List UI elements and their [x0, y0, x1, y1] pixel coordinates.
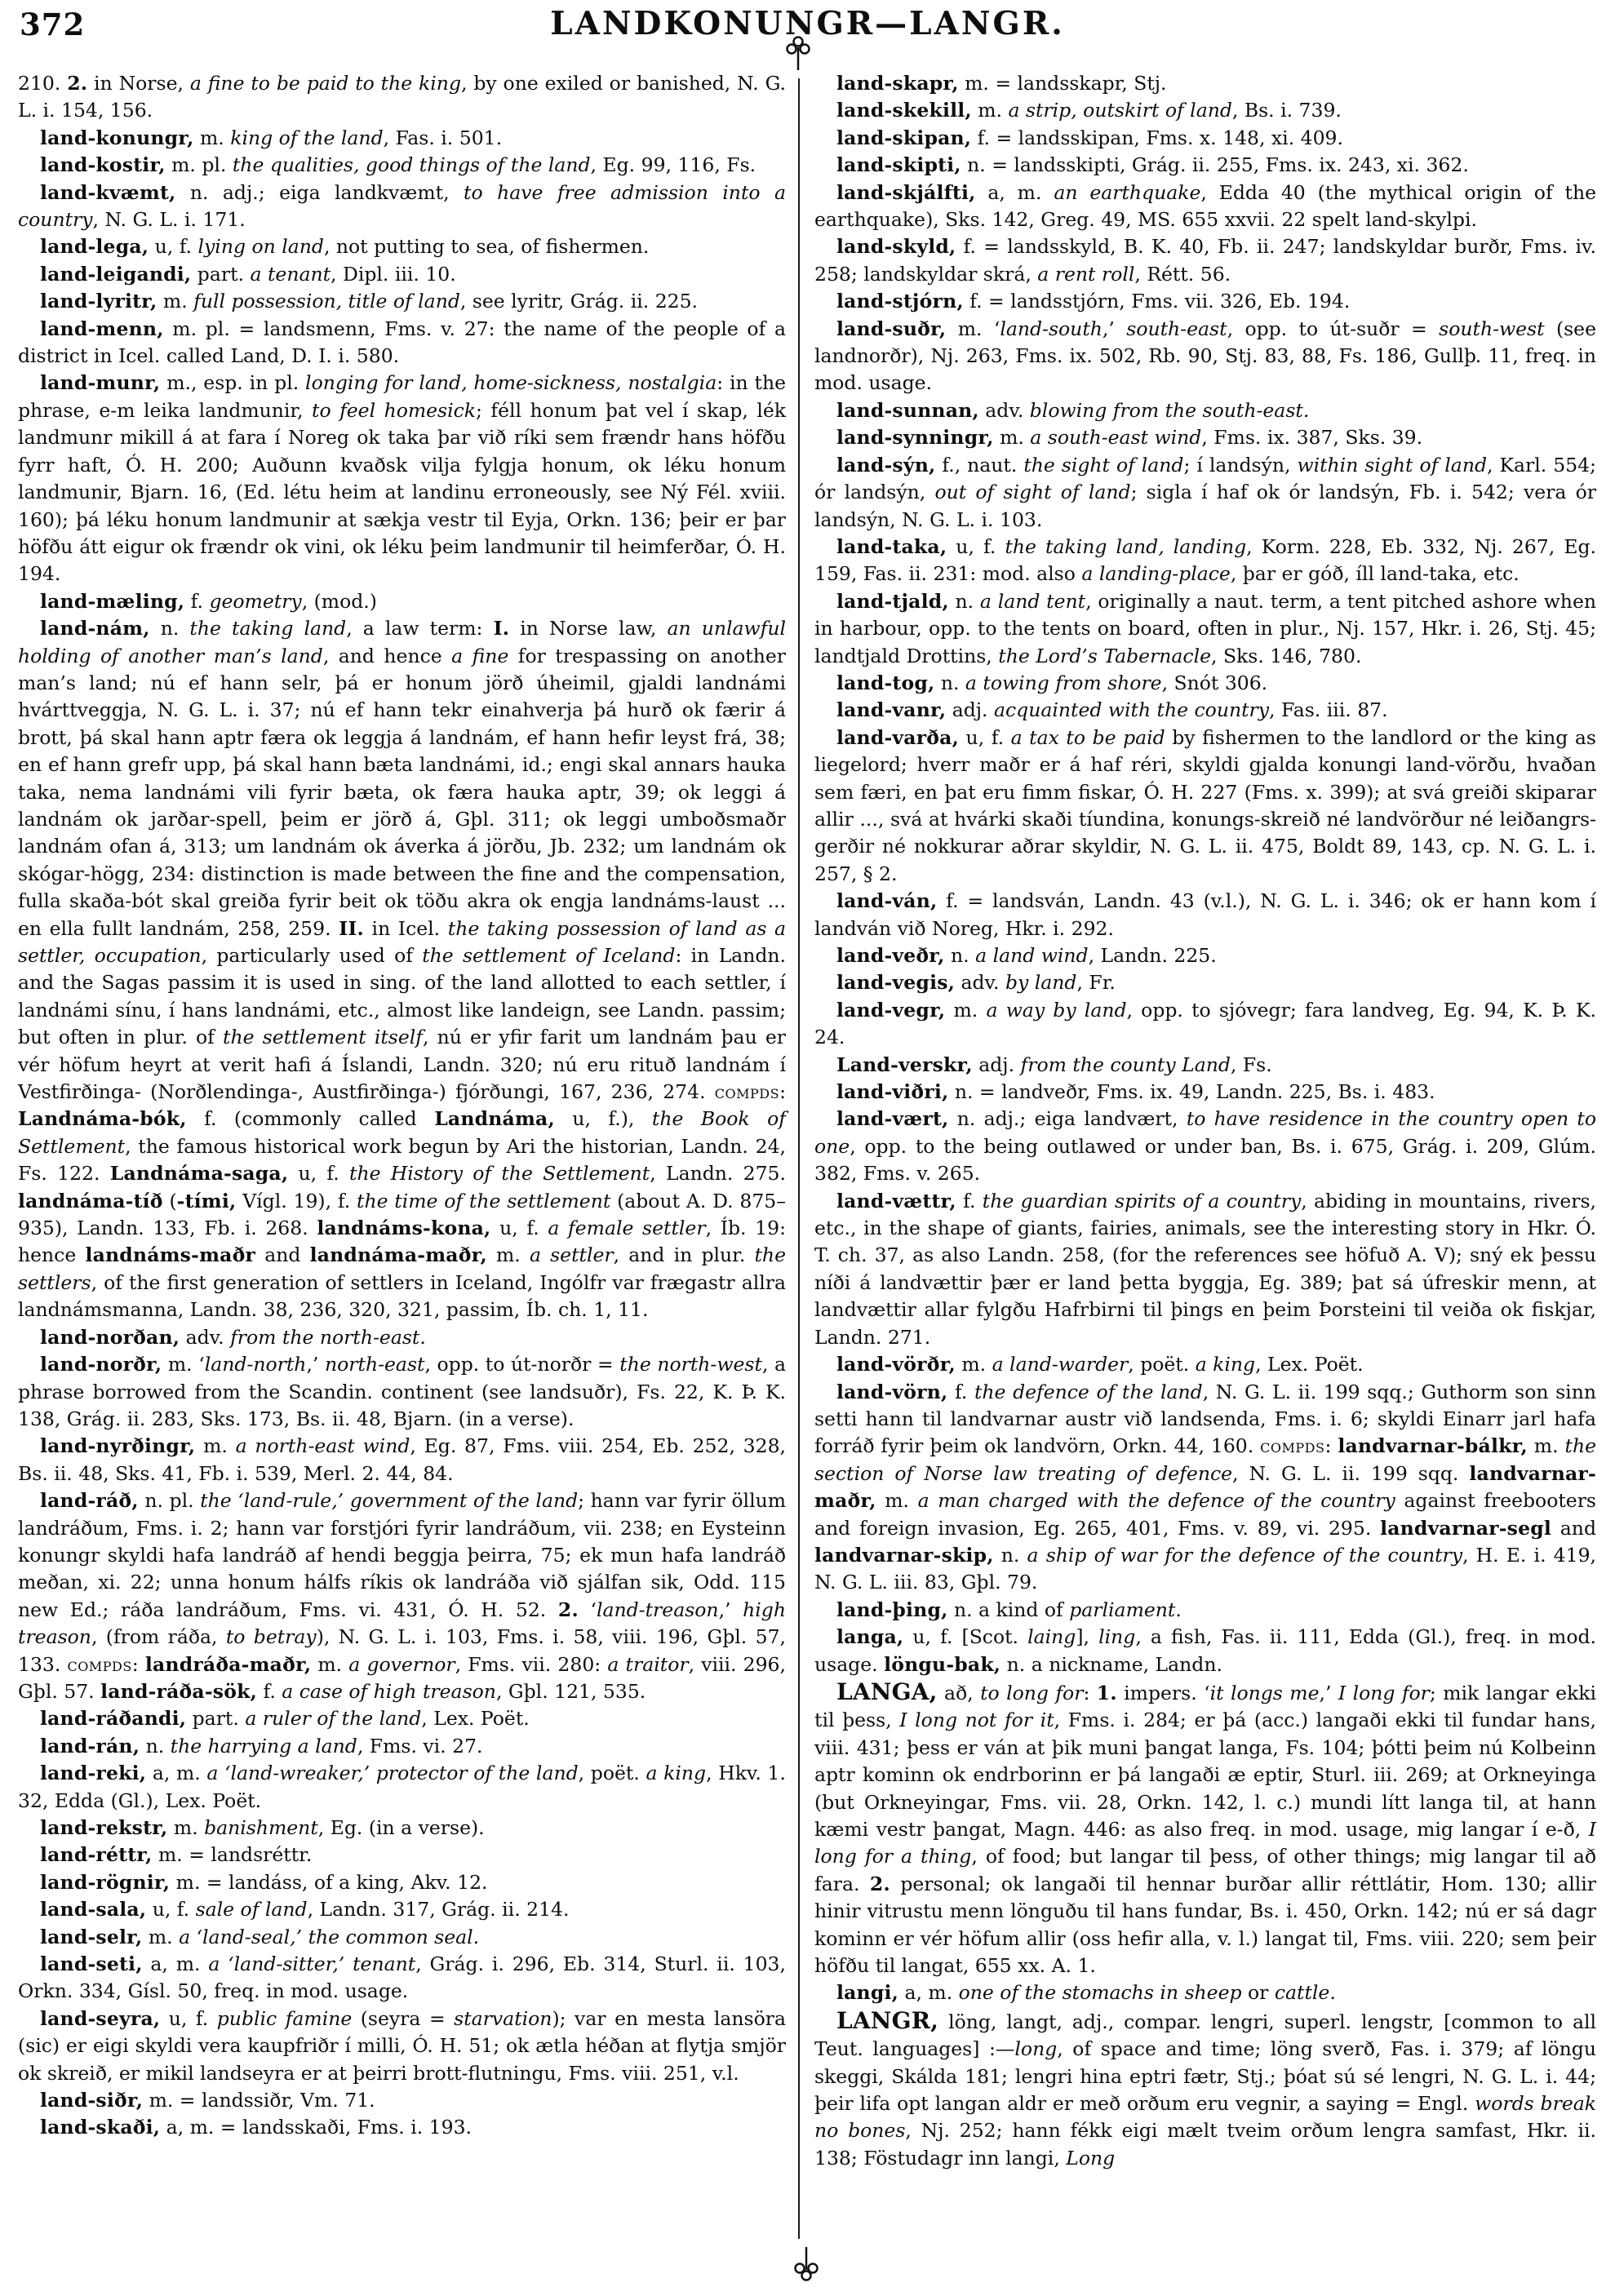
dictionary-entry: land-taka, u, f. the taking land, landing, Korm. 228, Eb. 332, Nj. 267, Eg. 159, Fas. ii. 231: mod. also a landing-place, þar er góð, íll land-taka, etc.: [814, 534, 1596, 586]
dictionary-entry: land-leigandi, part. a tenant, Dipl. iii. 10.: [40, 262, 456, 286]
dictionary-entry: land-vanr, adj. acquainted with the country, Fas. iii. 87.: [836, 698, 1388, 722]
dictionary-entry: land-kvæmt, n. adj.; eiga landkvæmt, to have free admission into a country, N. G. L. i. 171.: [18, 180, 787, 232]
dictionary-entry: land-lega, u, f. lying on land, not putting to sea, of fishermen.: [40, 235, 650, 259]
dictionary-entry: land-mæling, f. geometry, (mod.): [40, 589, 377, 613]
dictionary-entry: Land-verskr, adj. from the county Land, Fs.: [836, 1053, 1272, 1076]
dictionary-entry: land-vegr, m. a way by land, opp. to sjóvegr; fara landveg, Eg. 94, K. Þ. K. 24.: [814, 998, 1597, 1049]
dictionary-entry: land-varða, u, f. a tax to be paid by fishermen to the landlord or the king as liegelord; hverr maðr er á haf réri, skyldi gjalda konungi land-vörðu, hvaðan sem færi, en þat eru fimm fiskar, Ó. H. 227 (Fms. x. 399); at svá greiði skiparar allir ..., svá at hvárki skaði tíundina, konungs-skreið né landvörður né leiðangrs-gerðir né nokkurar aðrar skyldir, N. G. L. ii. 475, Boldt 89, 143, cp. N. G. L. i. 257, § 2.: [814, 725, 1596, 885]
dictionary-entry: land-skyld, f. = landsskyld, B. K. 40, Fb. ii. 247; landskyldar burðr, Fms. iv. 258; landskyldar skrá, a rent roll, Rétt. 56.: [814, 235, 1596, 286]
dictionary-entry: land-norðan, adv. from the north-east.: [40, 1325, 426, 1349]
trefoil-printer-mark-icon: [790, 2245, 823, 2281]
dictionary-entry: land-norðr, m. ‘land-north,’ north-east, opp. to út-norðr = the north-west, a phrase borrowed from the Scandin. continent (see landsuðr), Fs. 22, K. Þ. K. 138, Grág. ii. 283, Sks. 173, Bs. ii. 48, Bjarn. (in a verse).: [18, 1353, 786, 1430]
dictionary-entry: land-viðri, n. = landveðr, Fms. ix. 49, Landn. 225, Bs. i. 483.: [836, 1080, 1435, 1104]
trefoil-printer-mark-icon: [782, 36, 814, 72]
dictionary-entry: land-lyritr, m. full possession, title of land, see lyritr, Grág. ii. 225.: [40, 290, 699, 313]
dictionary-entry: land-ván, f. = landsván, Landn. 43 (v.l.), N. G. L. i. 346; ok er hann kom í landván við Noreg, Hkr. i. 292.: [814, 889, 1596, 940]
dictionary-entry: land-vært, n. adj.; eiga landvært, to have residence in the country open to one, opp. to the being outlawed or under ban, Bs. i. 675, Grág. i. 209, Glúm. 382, Fms. v. 265.: [814, 1107, 1596, 1186]
dictionary-entry: land-skipti, n. = landsskipti, Grág. ii. 255, Fms. ix. 243, xi. 362.: [836, 153, 1469, 177]
dictionary-entry: land-skjálfti, a, m. an earthquake, Edda 40 (the mythical origin of the earthquake), Sks. 142, Greg. 49, MS. 655 xxvii. 22 spelt land-skylpi.: [814, 180, 1596, 232]
dictionary-entry: land-synningr, m. a south-east wind, Fms. ix. 387, Sks. 39.: [836, 426, 1423, 450]
dictionary-entry: land-skekill, m. a strip, outskirt of land, Bs. i. 739.: [836, 99, 1342, 122]
dictionary-entry: land-selr, m. a ‘land-seal,’ the common seal.: [40, 1925, 480, 1948]
dictionary-entry: land-skaði, a, m. = landsskaði, Fms. i. 193.: [40, 2116, 473, 2139]
dictionary-entry: land-ráð, n. pl. the ‘land-rule,’ government of the land; hann var fyrir öllum landráðum, Fms. i. 2; hann var forstjóri fyrir landráðum, vii. 238; en Eysteinn konungr skyldi hafa landráð af hendi beggja þeirra, 75; ek mun hafa landráð meðan, xi. 22; unna honum hálfs ríkis ok landráða við sjálfan sik, Odd. 115 new Ed.; ráða landráðum, Fms. vi. 431, Ó. H. 52. 2. ‘land-treason,’ high treason, (from ráða, to betray), N. G. L. i. 103, Fms. i. 58, viii. 196, Gþl. 57, 133. compds: landráða-maðr, m. a governor, Fms. vii. 280: a traitor, viii. 296, Gþl. 57. land-ráða-sök, f. a case of high treason, Gþl. 121, 535.: [18, 1489, 787, 1703]
dictionary-entry: land-reki, a, m. a ‘land-wreaker,’ protector of the land, poët. a king, Hkv. 1. 32, Edda (Gl.), Lex. Poët.: [18, 1762, 786, 1812]
running-title: LANDKONUNGR—LANGR.: [550, 5, 1065, 42]
dictionary-entry: land-þing, n. a kind of parliament.: [836, 1598, 1182, 1621]
dictionary-entry: land-rán, n. the harrying a land, Fms. vi. 27.: [40, 1734, 483, 1757]
dictionary-entry: land-siðr, m. = landssiðr, Vm. 71.: [40, 2089, 375, 2112]
dictionary-entry: land-rekstr, m. banishment, Eg. (in a verse).: [40, 1816, 485, 1839]
dictionary-entry: land-suðr, m. ‘land-south,’ south-east, opp. to út-suðr = south-west (see landnorðr), Nj. 263, Fms. ix. 502, Rb. 90, Stj. 83, 88, Fs. 186, Gullþ. 11, freq. in mod. usage.: [814, 317, 1596, 395]
dictionary-entry: land-nám, n. the taking land, a law term: I. in Norse law, an unlawful holding of another man’s land, and hence a fine for trespassing on another man’s land; nú ef hann selr, þá er honum jörð úheimil, gjaldi landnámi hvárttveggja, N. G. L. i. 37; nú ef hann tekr einahverja þá hurð ok færir á brott, þá skal hann aptr færa ok leggja á landnám, ef hann hefir leyst frá, 38; en ef hann grefr upp, þá skal hann bæta landnámi, id.; engi skal annars hauka taka, nema landnámi vili fyrir bæta, ok færa hauka aptr, 39; ok leggi á landnám ok jarðar-spell, þeim er jörð á, Gþl. 311; ok leggi umboðsmaðr landnám ofan á, 313; um landnám ok áverka á jörðu, Jb. 232; um landnám ok skógar-högg, 234: distinction is made between the fine and the compensation, fulla skaða-bót skal greiða fyrir beit ok töðu akra ok engja landnáms-laust ... en ella fullt landnám, 258, 259. II. in Icel. the taking possession of land as a settler, occupation, particularly used of the settlement of Iceland: in Landn. and the Sagas passim it is used in sing. of the land allotted to each settler, í landnámi sínu, í hans landnámi, etc., almost like landeign, see Landn. passim; but often in plur. of the settlement itself, nú er yfir farit um landnám þau er vér höfum heyrt at verit hafi á Íslandi, Landn. 320; nú eru rituð landnám í Vestfirðinga- (Norðlendinga-, Austfirðinga-) fjórðungi, 167, 236, 274. compds: Landnáma-bók, f. (commonly called Landnáma, u, f.), the Book of Settlement, the famous historical work begun by Ari the historian, Landn. 24, Fs. 122. Landnáma-saga, u, f. the History of the Settlement, Landn. 275. landnáma-tíð (-tími, Vígl. 19), f. the time of the settlement (about A. D. 875–935), Landn. 133, Fb. i. 268. landnáms-kona, u, f. a female settler, Íb. 19: hence landnáms-maðr and landnáma-maðr, m. a settler, and in plur. the settlers, of the first generation of settlers in Iceland, Ingólfr var frægastr allra landnámsmanna, Landn. 38, 236, 320, 321, passim, Íb. ch. 1, 11.: [18, 617, 787, 1322]
dictionary-entry: land-vegis, adv. by land, Fr.: [836, 971, 1116, 995]
dictionary-entry: land-konungr, m. king of the land, Fas. i. 501.: [40, 126, 503, 149]
dictionary-entry: land-vörðr, m. a land-warder, poët. a king, Lex. Poët.: [836, 1353, 1364, 1376]
column-divider: [798, 78, 800, 2239]
dictionary-entry: land-ráðandi, part. a ruler of the land, Lex. Poët.: [40, 1707, 530, 1731]
dictionary-entry: land-sala, u, f. sale of land, Landn. 317, Grág. ii. 214.: [40, 1898, 570, 1921]
dictionary-entry: langi, a, m. one of the stomachs in sheep or cattle.: [836, 1981, 1336, 2005]
dictionary-entry: land-munr, m., esp. in pl. longing for land, home-sickness, nostalgia: in the phrase, e-m leika landmunir, to feel homesick; féll honum þat vel í skap, lék landmunr mikill á at fara í Noreg ok taka þar við ríki sem frændr hans höfðu fyrr haft, Ó. H. 200; Auðunn kvaðsk vilja fylgja honum, ok léku honum landmunir, Bjarn. 16, (Ed. létu heim at landinu erroneously, see Ný Fél. xviii. 160); þá léku honum landmunir at sækja vestr til Eyja, Orkn. 136; þeir er þar höfðu átt eigur ok frændr ok vini, ok léku þeim landmunir til heimferðar, Ó. H. 194.: [18, 371, 787, 586]
dictionary-entry: land-nyrðingr, m. a north-east wind, Eg. 87, Fms. viii. 254, Eb. 252, 328, Bs. ii. 48, Sks. 41, Fb. i. 539, Merl. 2. 44, 84.: [18, 1434, 786, 1485]
dictionary-entry: 210. 2. in Norse, a fine to be paid to the king, by one exiled or banished, N. G. L. i. 154, 156.: [18, 72, 786, 122]
dictionary-entry: land-vættr, f. the guardian spirits of a country, abiding in mountains, rivers, etc., in the shape of giants, fairies, animals, see the interesting story in Hkr. Ó. T. ch. 37, as also Landn. 258, (for the references see höfuð A. V); sný ek þessu níði á landvættir þær er land þetta byggja, Eg. 389; þat sá úfreskir menn, at landvættir allar fylgðu Hafrbirni til þings en þeim Þorsteini til veiða ok fiskjar, Landn. 271.: [814, 1189, 1596, 1349]
dictionary-entry: land-sýn, f., naut. the sight of land; í landsýn, within sight of land, Karl. 554; ór landsýn, out of sight of land; sigla í haf ok ór landsýn, Fb. i. 542; vera ór landsýn, N. G. L. i. 103.: [814, 453, 1596, 531]
dictionary-entry: land-kostir, m. pl. the qualities, good things of the land, Eg. 99, 116, Fs.: [40, 153, 756, 177]
dictionary-entry: land-skipan, f. = landsskipan, Fms. x. 148, xi. 409.: [836, 126, 1343, 149]
dictionary-entry: land-sunnan, adv. blowing from the south-east.: [836, 398, 1310, 422]
dictionary-entry: land-vörn, f. the defence of the land, N. G. L. ii. 199 sqq.; Guthorm son sinn setti hann til landvarnar austr við landsenda, Fms. i. 6; skyldi Einarr jarl hafa forráð fyrir þeim ok landvörn, Orkn. 44, 160. compds: landvarnar-bálkr, m. the section of Norse law treating of defence, N. G. L. ii. 199 sqq. landvarnar-maðr, m. a man charged with the defence of the country against freebooters and foreign invasion, Eg. 265, 401, Fms. v. 89, vi. 295. landvarnar-segl and landvarnar-skip, n. a ship of war for the defence of the country, H. E. i. 419, N. G. L. iii. 83, Gþl. 79.: [814, 1380, 1597, 1594]
dictionary-entry: langa, u, f. [Scot. laing], ling, a fish, Fas. ii. 111, Edda (Gl.), freq. in mod. usage. löngu-bak, n. a nickname, Landn.: [814, 1625, 1597, 1676]
left-column: [18, 70, 786, 2142]
right-column: [814, 70, 1596, 2172]
dictionary-entry: land-tjald, n. a land tent, originally a naut. term, a tent pitched ashore when in harbour, opp. to the tents on board, often in plur., Nj. 157, Hkr. i. 26, Stj. 45; landtjald Drottins, the Lord’s Tabernacle, Sks. 146, 780.: [814, 589, 1596, 667]
dictionary-entry: land-réttr, m. = landsréttr.: [40, 1843, 313, 1867]
page-number: 372: [20, 7, 86, 42]
dictionary-entry: land-skapr, m. = landsskapr, Stj.: [836, 72, 1167, 95]
dictionary-entry: land-seyra, u, f. public famine (seyra = starvation); var en mesta lansöra (sic) er eigi skyldi vera kaupfriðr í milli, Ó. H. 51; ok ætla héðan at flytja smjör ok skreið, er mikil landseyra er at þeirri brott-flutningu, Fms. viii. 251, v.l.: [18, 2006, 786, 2085]
dictionary-entry: land-menn, m. pl. = landsmenn, Fms. v. 27: the name of the people of a district in Icel. called Land, D. I. i. 580.: [18, 317, 786, 368]
dictionary-entry: land-rögnir, m. = landáss, of a king, Akv. 12.: [40, 1870, 488, 1894]
dictionary-entry: LANGR, löng, langt, adj., compar. lengri, superl. lengstr, [common to all Teut. languages] :—long, of space and time; löng sverð, Fas. i. 379; af löngu skeggi, Skálda 181; lengri hina eptri fætr, Stj.; þóat sú sé lengri, N. G. L. i. 44; þeir lifa opt langan aldr er með orðum eru vegnir, a saying = Engl. words break no bones, Nj. 252; hann fékk eigi mælt tveim orðum lengra samfast, Hkr. ii. 138; Föstudagr inn langi, Long: [814, 2006, 1596, 2170]
dictionary-entry: land-tog, n. a towing from shore, Snót 306.: [836, 671, 1268, 694]
dictionary-entry: land-stjórn, f. = landsstjórn, Fms. vii. 326, Eb. 194.: [836, 290, 1351, 313]
dictionary-entry: land-veðr, n. a land wind, Landn. 225.: [836, 944, 1217, 967]
dictionary-entry: land-seti, a, m. a ‘land-sitter,’ tenant, Grág. i. 296, Eb. 314, Sturl. ii. 103, Orkn. 334, Gísl. 50, freq. in mod. usage.: [18, 1952, 786, 2003]
dictionary-entry: LANGA, að, to long for: 1. impers. ‘it longs me,’ I long for; mik langar ekki til þess, I long not for it, Fms. i. 284; er þá (acc.) langaði ekki til fundar hans, viii. 431; þess er ván at þik muni þangat langa, Fs. 104; þótti þeim nú Kolbeinn aptr kominn ok endrborinn er þá langaði æ eptir, Sturl. iii. 269; at Orkneyinga (but Orkneyingar, Fms. vii. 28, Orkn. 142, l. c.) mundi lítt langa til, at hann kæmi vestr þangat, Magn. 446: as also freq. in mod. usage, mig langar í e-ð, I long for a thing, of food; but langar til þess, of other things; mig langar til að fara. 2. personal; ok langaði til hennar burðar allir réttlátir, Hom. 130; allir hinir vitrustu menn lönguðu til hans fundar, Bs. i. 450, Orkn. 142; nú er sá dagr kominn er vér höfum allir (oss hefir alla, v. l.) langat til, Fms. viii. 220; sem þeir höfðu til langat, 655 xx. A. 1.: [814, 1678, 1596, 1978]
